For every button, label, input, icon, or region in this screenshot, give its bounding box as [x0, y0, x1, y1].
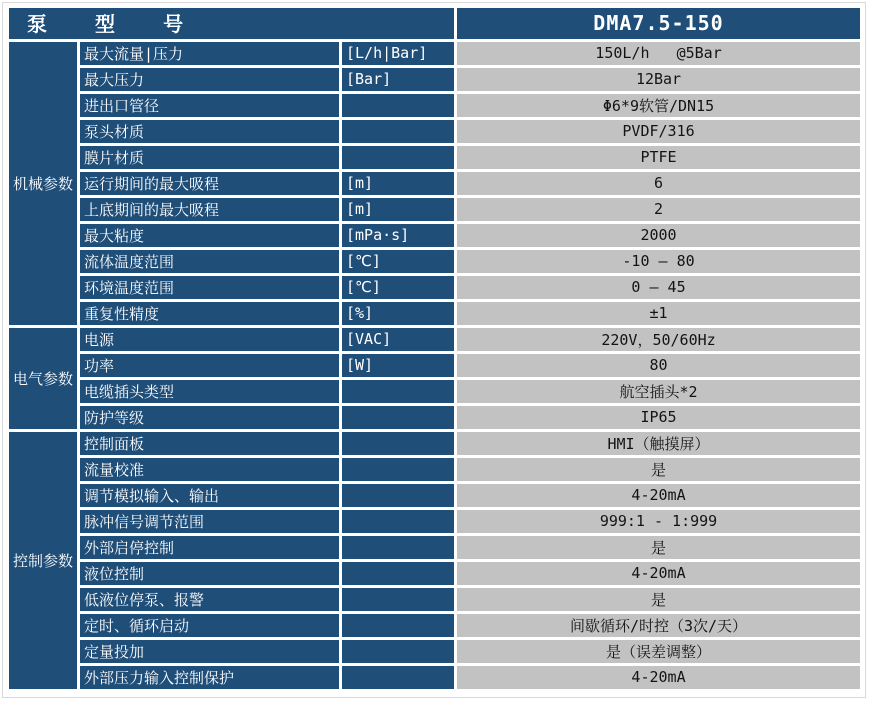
param-name: 电缆插头类型 — [80, 380, 339, 403]
spec-row — [9, 42, 860, 65]
param-value: 6 — [457, 172, 860, 195]
param-name: 定时、循环启动 — [80, 614, 339, 637]
param-unit: [℃] — [342, 250, 454, 273]
param-unit — [342, 146, 454, 169]
param-unit: [℃] — [342, 276, 454, 299]
param-value: 220V，50/60Hz — [457, 328, 860, 351]
param-name: 低液位停泵、报警 — [80, 588, 339, 611]
param-name: 控制面板 — [80, 432, 339, 455]
spec-table-body — [9, 42, 860, 689]
param-value: 0 — 45 — [457, 276, 860, 299]
spec-row — [9, 172, 860, 195]
param-value: 是 — [457, 458, 860, 481]
spec-row — [9, 666, 860, 689]
param-unit — [342, 640, 454, 663]
spec-row — [9, 94, 860, 117]
spec-row — [9, 354, 860, 377]
param-unit: [W] — [342, 354, 454, 377]
param-value: 4-20mA — [457, 484, 860, 507]
spec-row — [9, 406, 860, 429]
param-unit — [342, 380, 454, 403]
param-name: 膜片材质 — [80, 146, 339, 169]
spec-row — [9, 484, 860, 507]
param-unit — [342, 588, 454, 611]
param-name: 最大粘度 — [80, 224, 339, 247]
param-value: 4-20mA — [457, 562, 860, 585]
param-name: 重复性精度 — [80, 302, 339, 325]
param-name: 流量校准 — [80, 458, 339, 481]
param-name: 定量投加 — [80, 640, 339, 663]
group-label: 机械参数 — [9, 42, 77, 325]
param-unit — [342, 536, 454, 559]
param-value: PTFE — [457, 146, 860, 169]
param-unit: [VAC] — [342, 328, 454, 351]
param-unit: [Bar] — [342, 68, 454, 91]
param-unit — [342, 510, 454, 533]
spec-row — [9, 276, 860, 299]
param-value: 4-20mA — [457, 666, 860, 689]
param-name: 外部压力输入控制保护 — [80, 666, 339, 689]
spec-row — [9, 224, 860, 247]
param-value: 2 — [457, 198, 860, 221]
param-name: 进出口管径 — [80, 94, 339, 117]
spec-row — [9, 614, 860, 637]
group-label: 电气参数 — [9, 328, 77, 429]
spec-row — [9, 68, 860, 91]
spec-sheet-frame — [2, 2, 866, 698]
spec-row — [9, 640, 860, 663]
param-value: 999:1 - 1:999 — [457, 510, 860, 533]
spec-row — [9, 146, 860, 169]
param-value: ±1 — [457, 302, 860, 325]
param-unit — [342, 406, 454, 429]
param-name: 调节模拟输入、输出 — [80, 484, 339, 507]
spec-row — [9, 198, 860, 221]
pump-model-title: 泵 型 号 — [9, 8, 454, 39]
param-unit — [342, 432, 454, 455]
param-name: 运行期间的最大吸程 — [80, 172, 339, 195]
spec-row — [9, 536, 860, 559]
spec-row — [9, 458, 860, 481]
param-unit — [342, 94, 454, 117]
param-value: 150L/h @5Bar — [457, 42, 860, 65]
param-value: 12Bar — [457, 68, 860, 91]
param-name: 脉冲信号调节范围 — [80, 510, 339, 533]
param-value: 是 — [457, 536, 860, 559]
spec-row — [9, 302, 860, 325]
param-value: 航空插头*2 — [457, 380, 860, 403]
param-name: 泵头材质 — [80, 120, 339, 143]
param-name: 上底期间的最大吸程 — [80, 198, 339, 221]
param-value: PVDF/316 — [457, 120, 860, 143]
param-value: IP65 — [457, 406, 860, 429]
param-unit — [342, 614, 454, 637]
param-name: 流体温度范围 — [80, 250, 339, 273]
param-unit — [342, 562, 454, 585]
param-name: 防护等级 — [80, 406, 339, 429]
param-value: -10 — 80 — [457, 250, 860, 273]
spec-row — [9, 120, 860, 143]
param-value: 80 — [457, 354, 860, 377]
param-value: HMI（触摸屏） — [457, 432, 860, 455]
param-value: 2000 — [457, 224, 860, 247]
param-name: 外部启停控制 — [80, 536, 339, 559]
param-unit — [342, 484, 454, 507]
param-unit — [342, 458, 454, 481]
param-value: 间歇循环/时控（3次/天） — [457, 614, 860, 637]
param-name: 最大压力 — [80, 68, 339, 91]
param-unit: [m] — [342, 198, 454, 221]
pump-model-value: DMA7.5-150 — [457, 8, 860, 39]
param-unit — [342, 120, 454, 143]
spec-row — [9, 562, 860, 585]
param-value: Φ6*9软管/DN15 — [457, 94, 860, 117]
pump-spec-table — [6, 5, 863, 692]
param-unit: [mPa·s] — [342, 224, 454, 247]
spec-row — [9, 380, 860, 403]
spec-row — [9, 250, 860, 273]
param-unit: [m] — [342, 172, 454, 195]
spec-row — [9, 328, 860, 351]
param-name: 电源 — [80, 328, 339, 351]
param-unit: [L/h|Bar] — [342, 42, 454, 65]
group-label: 控制参数 — [9, 432, 77, 689]
param-unit — [342, 666, 454, 689]
param-unit: [%] — [342, 302, 454, 325]
spec-row — [9, 432, 860, 455]
spec-row — [9, 510, 860, 533]
header-row — [9, 8, 860, 39]
param-value: 是 — [457, 588, 860, 611]
param-name: 最大流量|压力 — [80, 42, 339, 65]
param-value: 是（误差调整） — [457, 640, 860, 663]
spec-row — [9, 588, 860, 611]
param-name: 液位控制 — [80, 562, 339, 585]
param-name: 环境温度范围 — [80, 276, 339, 299]
param-name: 功率 — [80, 354, 339, 377]
